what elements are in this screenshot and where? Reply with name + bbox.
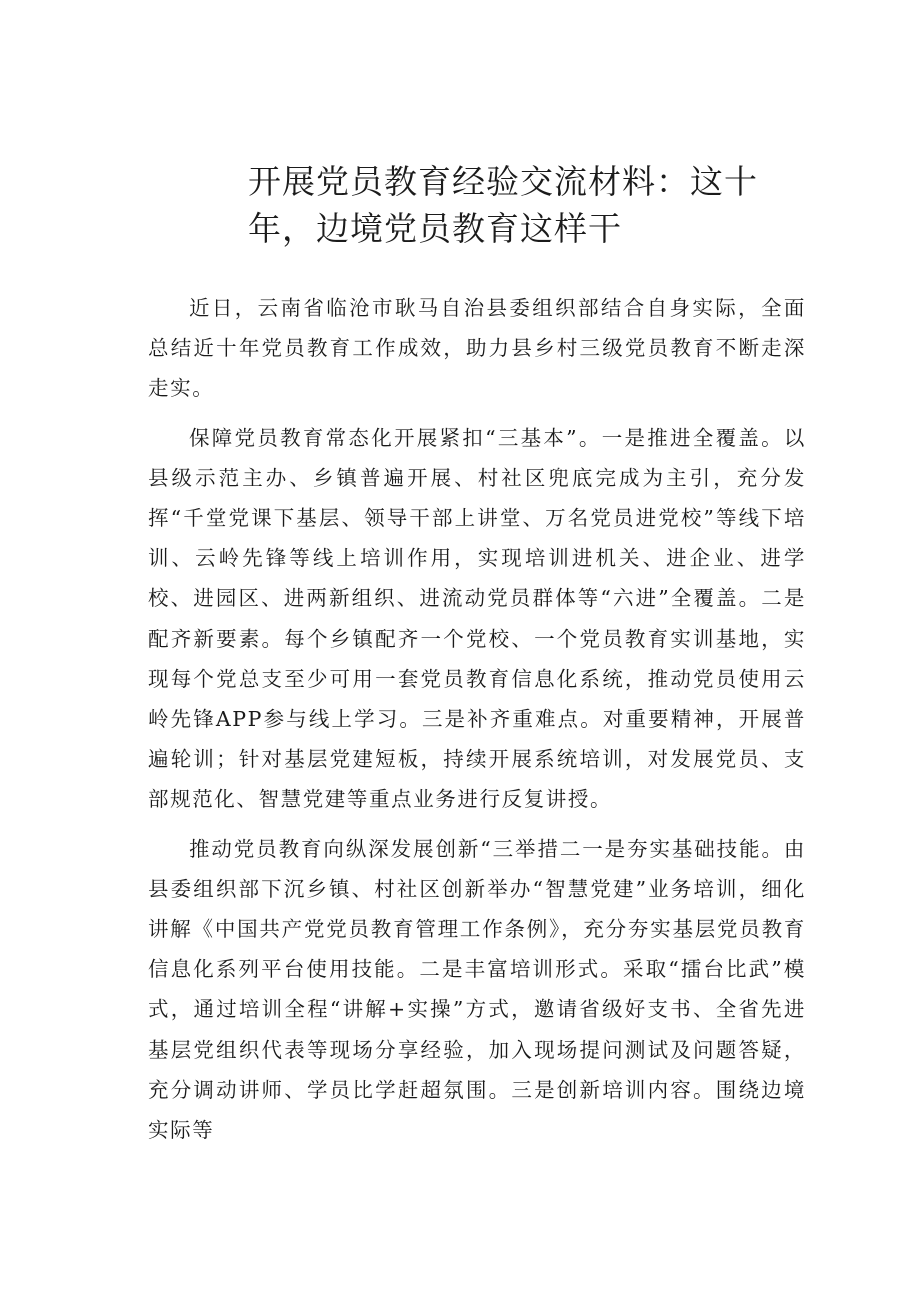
paragraph-three-basics: 保障党员教育常态化开展紧扣“三基本”。一是推进全覆盖。以县级示范主办、乡镇普遍开展、村社区兜底完成为主引，充分发挥“千堂党课下基层、领导干部上讲堂、万名党员进党校”等线下培训、云岭先锋等线上培训作用，实现培训进机关、进企业、进学校、进园区、进两新组织、进流动党员群体等“六进”全覆盖。二是配齐新要素。每个乡镇配齐一个党校、一个党员教育实训基地，实现每个党总支至少可用一套党员教育信息化系统，推动党员使用云岭先锋APP参与线上学习。三是补齐重难点。对重要精神，开展普遍轮训；针对基层党建短板，持续开展系统培训，对发展党员、支部规范化、智慧党建等重点业务进行反复讲授。 xyxy=(148,425,806,812)
document-body xyxy=(148,288,806,1159)
paragraph-three-measures: 推动党员教育向纵深发展创新“三举措二一是夯实基础技能。由县委组织部下沉乡镇、村社区创新举办“智慧党建”业务培训，细化讲解《中国共产党党员教育管理工作条例》，充分夯实基层党员教育信息化系列平台使用技能。二是丰富培训形式。采取“擂台比武”模式，通过培训全程“讲解+实操”方式，邀请省级好支书、全省先进基层党组织代表等现场分享经验，加入现场提问测试及问题答疑，充分调动讲师、学员比学赶超氛围。三是创新培训内容。围绕边境实际等 xyxy=(148,836,806,1143)
document-title: 开展党员教育经验交流材料：这十年，边境党员教育这样干 xyxy=(248,162,758,248)
paragraph-intro: 近日，云南省临沧市耿马自治县委组织部结合自身实际，全面总结近十年党员教育工作成效，助力县乡村三级党员教育不断走深走实。 xyxy=(148,296,806,401)
